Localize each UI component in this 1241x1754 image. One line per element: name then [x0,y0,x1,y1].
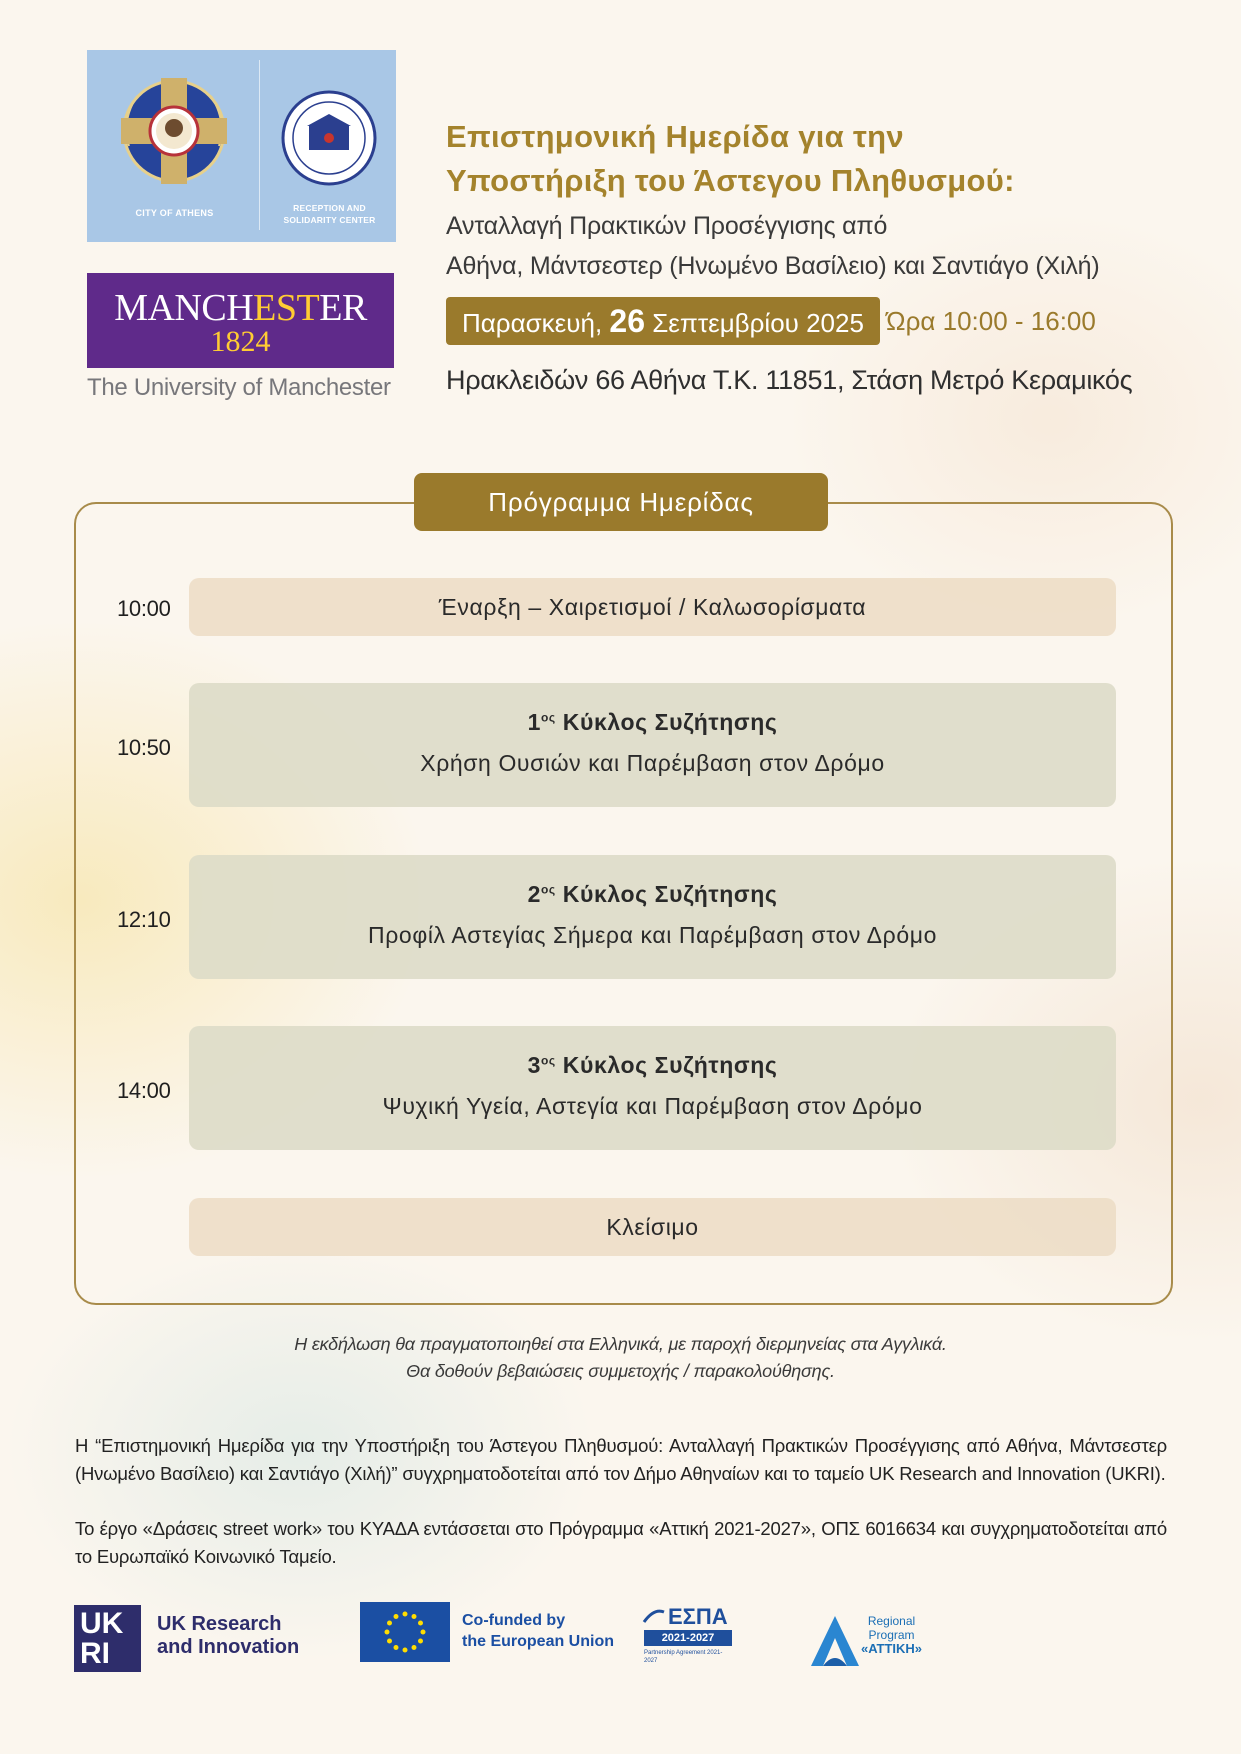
title-line2: Υποστήριξη του Άστεγου Πληθυσμού: [446,163,1015,198]
date-number: 26 [609,303,645,339]
program-item-session-2 [189,855,1116,979]
wordmark-part-b: EST [253,287,320,329]
session-2-topic: Προφίλ Αστεγίας Σήμερα και Παρέμβαση στον Δρόμο [368,922,937,948]
event-title [446,115,1206,203]
attiki-line1: Regional [867,1614,916,1628]
event-date-badge [446,297,880,345]
attiki-text [861,1614,922,1656]
program-heading: Πρόγραμμα Ημερίδας [414,473,828,531]
session-1-title [189,709,1116,736]
session-3-title [189,1052,1116,1079]
event-time: Ώρα 10:00 - 16:00 [886,306,1096,336]
attiki-program-logo [805,1610,965,1672]
attiki-line3: «ΑΤΤΙΚΗ» [861,1641,923,1656]
event-address: Ηρακλειδών 66 Αθήνα Τ.Κ. 11851, Στάση Μετρό Κεραμικός [446,365,1133,395]
session-2-title [189,881,1116,908]
attiki-a-icon [805,1610,865,1672]
espa-years: 2021-2027 [644,1630,732,1646]
manchester-year: 1824 [210,325,271,358]
espa-small-text: Partnership Agreement 2021-2027 [644,1650,723,1664]
reception-caption-line1: RECEPTION AND [293,203,366,213]
program-time-1: 10:00 [117,596,171,621]
program-item-session-3 [189,1026,1116,1150]
session-3-topic: Ψυχική Υγεία, Αστεγία και Παρέμβαση στον Δρόμο [382,1093,923,1119]
espa-swoosh-icon [642,1606,666,1626]
session-2-number: 2 [527,881,541,907]
date-month: Σεπτεμβρίου 2025 [652,308,864,338]
reception-caption-line2: SOLIDARITY CENTER [283,215,376,225]
event-subtitle [446,206,1206,286]
subtitle-line1: Ανταλλαγή Πρακτικών Προσέγγισης από [446,212,888,240]
program-item-opening: Έναρξη – Χαιρετισμοί / Καλωσορίσματα [189,578,1116,636]
session-2-ordinal: ος [540,882,556,897]
session-1-number: 1 [527,709,541,735]
session-3-number: 3 [527,1052,541,1078]
subtitle-line2: Αθήνα, Μάντσεστερ (Ηνωμένο Βασίλειο) και Σαντιάγο (Χιλή) [446,252,1100,280]
ukri-line1: UK Research [157,1613,282,1635]
ukri-logo-mark: UK RI [74,1605,141,1672]
funding-paragraph: Η “Επιστημονική Ημερίδα για την Υποστήριξη του Άστεγου Πληθυσμού: Ανταλλαγή Πρακτικών Προσέγγισης από Αθήνα, Μάντσεστερ (Ηνωμένο Βασίλειο) και Σαντιάγο (Χιλή)” συγχρηματοδοτείται από τον Δήμο Αθηναίων και το ταμείο UK Research and Innovation (UKRI). [75,1435,1167,1484]
certificate-note: Θα δοθούν βεβαιώσεις συμμετοχής / παρακολούθησης. [406,1361,835,1381]
program-time-3: 12:10 [117,907,171,932]
session-3-label: Κύκλος Συζήτησης [562,1052,778,1078]
session-1-ordinal: ος [540,710,556,725]
espa-logo [640,1604,736,1676]
program-paragraph: Το έργο «Δράσεις street work» του ΚΥΑΔΑ εντάσσεται στο Πρόγραμμα «Αττική 2021-2027», ΟΠΣ 6016634 και συγχρηματοδοτείται από το Ευρωπαϊκό Κοινωνικό Ταμείο. [75,1518,1167,1567]
wordmark-part-a: MANCH [114,287,254,329]
university-of-manchester-logo [87,273,394,368]
city-of-athens-logo [87,50,396,242]
ukri-line2: and Innovation [157,1636,300,1658]
language-note: Η εκδήλωση θα πραγματοποιηθεί στα Ελληνικά, με παροχή διερμηνείας στα Αγγλικά. [294,1334,947,1354]
logo-divider [259,60,260,230]
eu-line2: the European Union [462,1633,614,1650]
espa-title: ΕΣΠΑ [668,1604,728,1629]
program-item-session-1 [189,683,1116,807]
session-2-label: Κύκλος Συζήτησης [562,881,778,907]
ukri-logo-text [157,1613,299,1659]
program-item-closing: Κλείσιμο [189,1198,1116,1256]
eu-cofunded-text [462,1610,614,1652]
wordmark-part-c: ER [319,287,367,329]
manchester-university-name: The University of Manchester [87,374,391,401]
eu-flag-icon [360,1602,450,1662]
program-time-4: 14:00 [117,1078,171,1103]
eu-line1: Co-funded by [462,1612,566,1629]
date-day: Παρασκευή, [462,308,603,338]
city-of-athens-caption: CITY OF ATHENS [135,208,214,218]
manchester-wordmark [87,286,394,330]
attiki-line2: Program [868,1628,915,1642]
session-1-topic: Χρήση Ουσιών και Παρέμβαση στον Δρόμο [420,750,885,776]
reception-center-caption [267,202,392,226]
session-1-label: Κύκλος Συζήτησης [562,709,778,735]
reception-center-seal-icon [279,88,379,188]
session-3-ordinal: ος [540,1053,556,1068]
athens-seal-icon [109,66,239,196]
title-line1: Επιστημονική Ημερίδα για την [446,119,904,154]
program-time-2: 10:50 [117,735,171,760]
